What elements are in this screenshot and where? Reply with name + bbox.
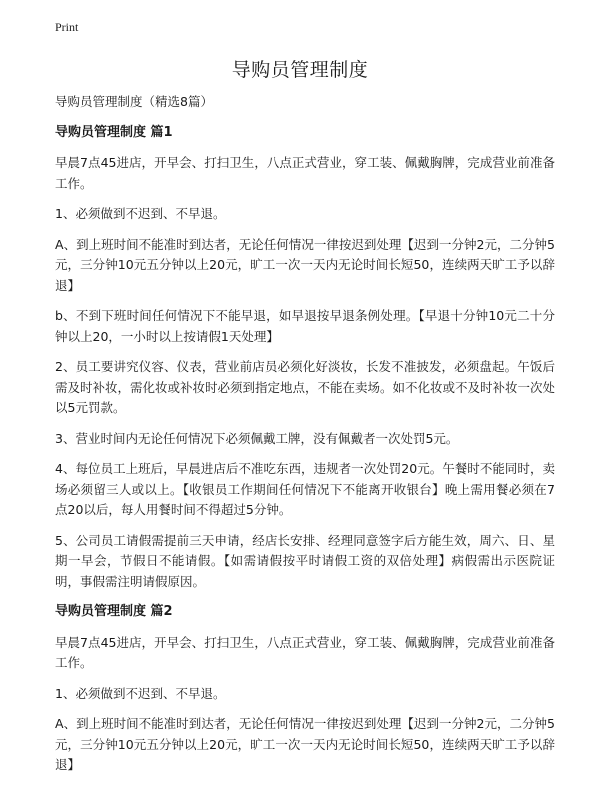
section-heading: 导购员管理制度 篇1 xyxy=(55,124,173,140)
paragraph: 3、营业时间内无论任何情况下必须佩戴工牌，没有佩戴者一次处罚5元。 xyxy=(55,430,459,446)
section-1 xyxy=(55,123,555,593)
paragraph: 4、每位员工上班后，早晨进店后不准吃东西，违规者一次处罚20元。午餐时不能同时，卖场必须留三人或以上。【收银员工作期间任何情况下不能离开收银台】晚上需用餐必须在7点20以后，每人用餐时间不得超过5分钟。 xyxy=(55,461,555,517)
paragraph: 1、必须做到不迟到、不早退。 xyxy=(55,685,226,701)
paragraph: 1、必须做到不迟到、不早退。 xyxy=(55,206,226,221)
section-2 xyxy=(55,602,555,776)
paragraph: 早晨7点45进店，开早会、打扫卫生，八点正式营业，穿工装、佩戴胸牌，完成营业前准备工作。 xyxy=(55,634,555,670)
paragraph: 5、公司员工请假需提前三天申请，经店长安排、经理同意签字后方能生效，周六、日、星期一早会，节假日不能请假。【如需请假按平时请假工资的双倍处理】病假需出示医院证明，事假需注明请假原因。 xyxy=(55,532,555,589)
document-title: 导购员管理制度 xyxy=(231,59,369,81)
section-heading: 导购员管理制度 篇2 xyxy=(55,604,173,619)
document-body xyxy=(55,92,555,786)
paragraph: 2、员工要讲究仪容、仪表，营业前店员必须化好淡妆，长发不准披发，必须盘起。午饭后需及时补妆，需化妆或补妆时必须到指定地点，不能在卖场。如不化妆或不及时补妆一次处以5元罚款。 xyxy=(55,359,556,415)
paragraph: A、到上班时间不能准时到达者，无论任何情况一律按迟到处理【迟到一分钟2元，二分钟5元，三分钟10元五分钟以上20元，旷工一次一天内无论时间长短50，连续两天旷工予以辞退】 xyxy=(55,236,555,293)
document-subtitle: 导购员管理制度（精选8篇） xyxy=(55,94,213,109)
print-label: Print xyxy=(55,20,79,34)
paragraph: 早晨7点45进店，开早会、打扫卫生，八点正式营业，穿工装、佩戴胸牌，完成营业前准备工作。 xyxy=(55,155,555,191)
paragraph: b、不到下班时间任何情况下不能早退，如早退按早退条例处理。【早退十分钟10元二十分钟以上20，一小时以上按请假1天处理】 xyxy=(55,308,555,344)
paragraph: A、到上班时间不能准时到达者，无论任何情况一律按迟到处理【迟到一分钟2元，二分钟5元，三分钟10元五分钟以上20元，旷工一次一天内无论时间长短50，连续两天旷工予以辞退】 xyxy=(55,716,555,772)
